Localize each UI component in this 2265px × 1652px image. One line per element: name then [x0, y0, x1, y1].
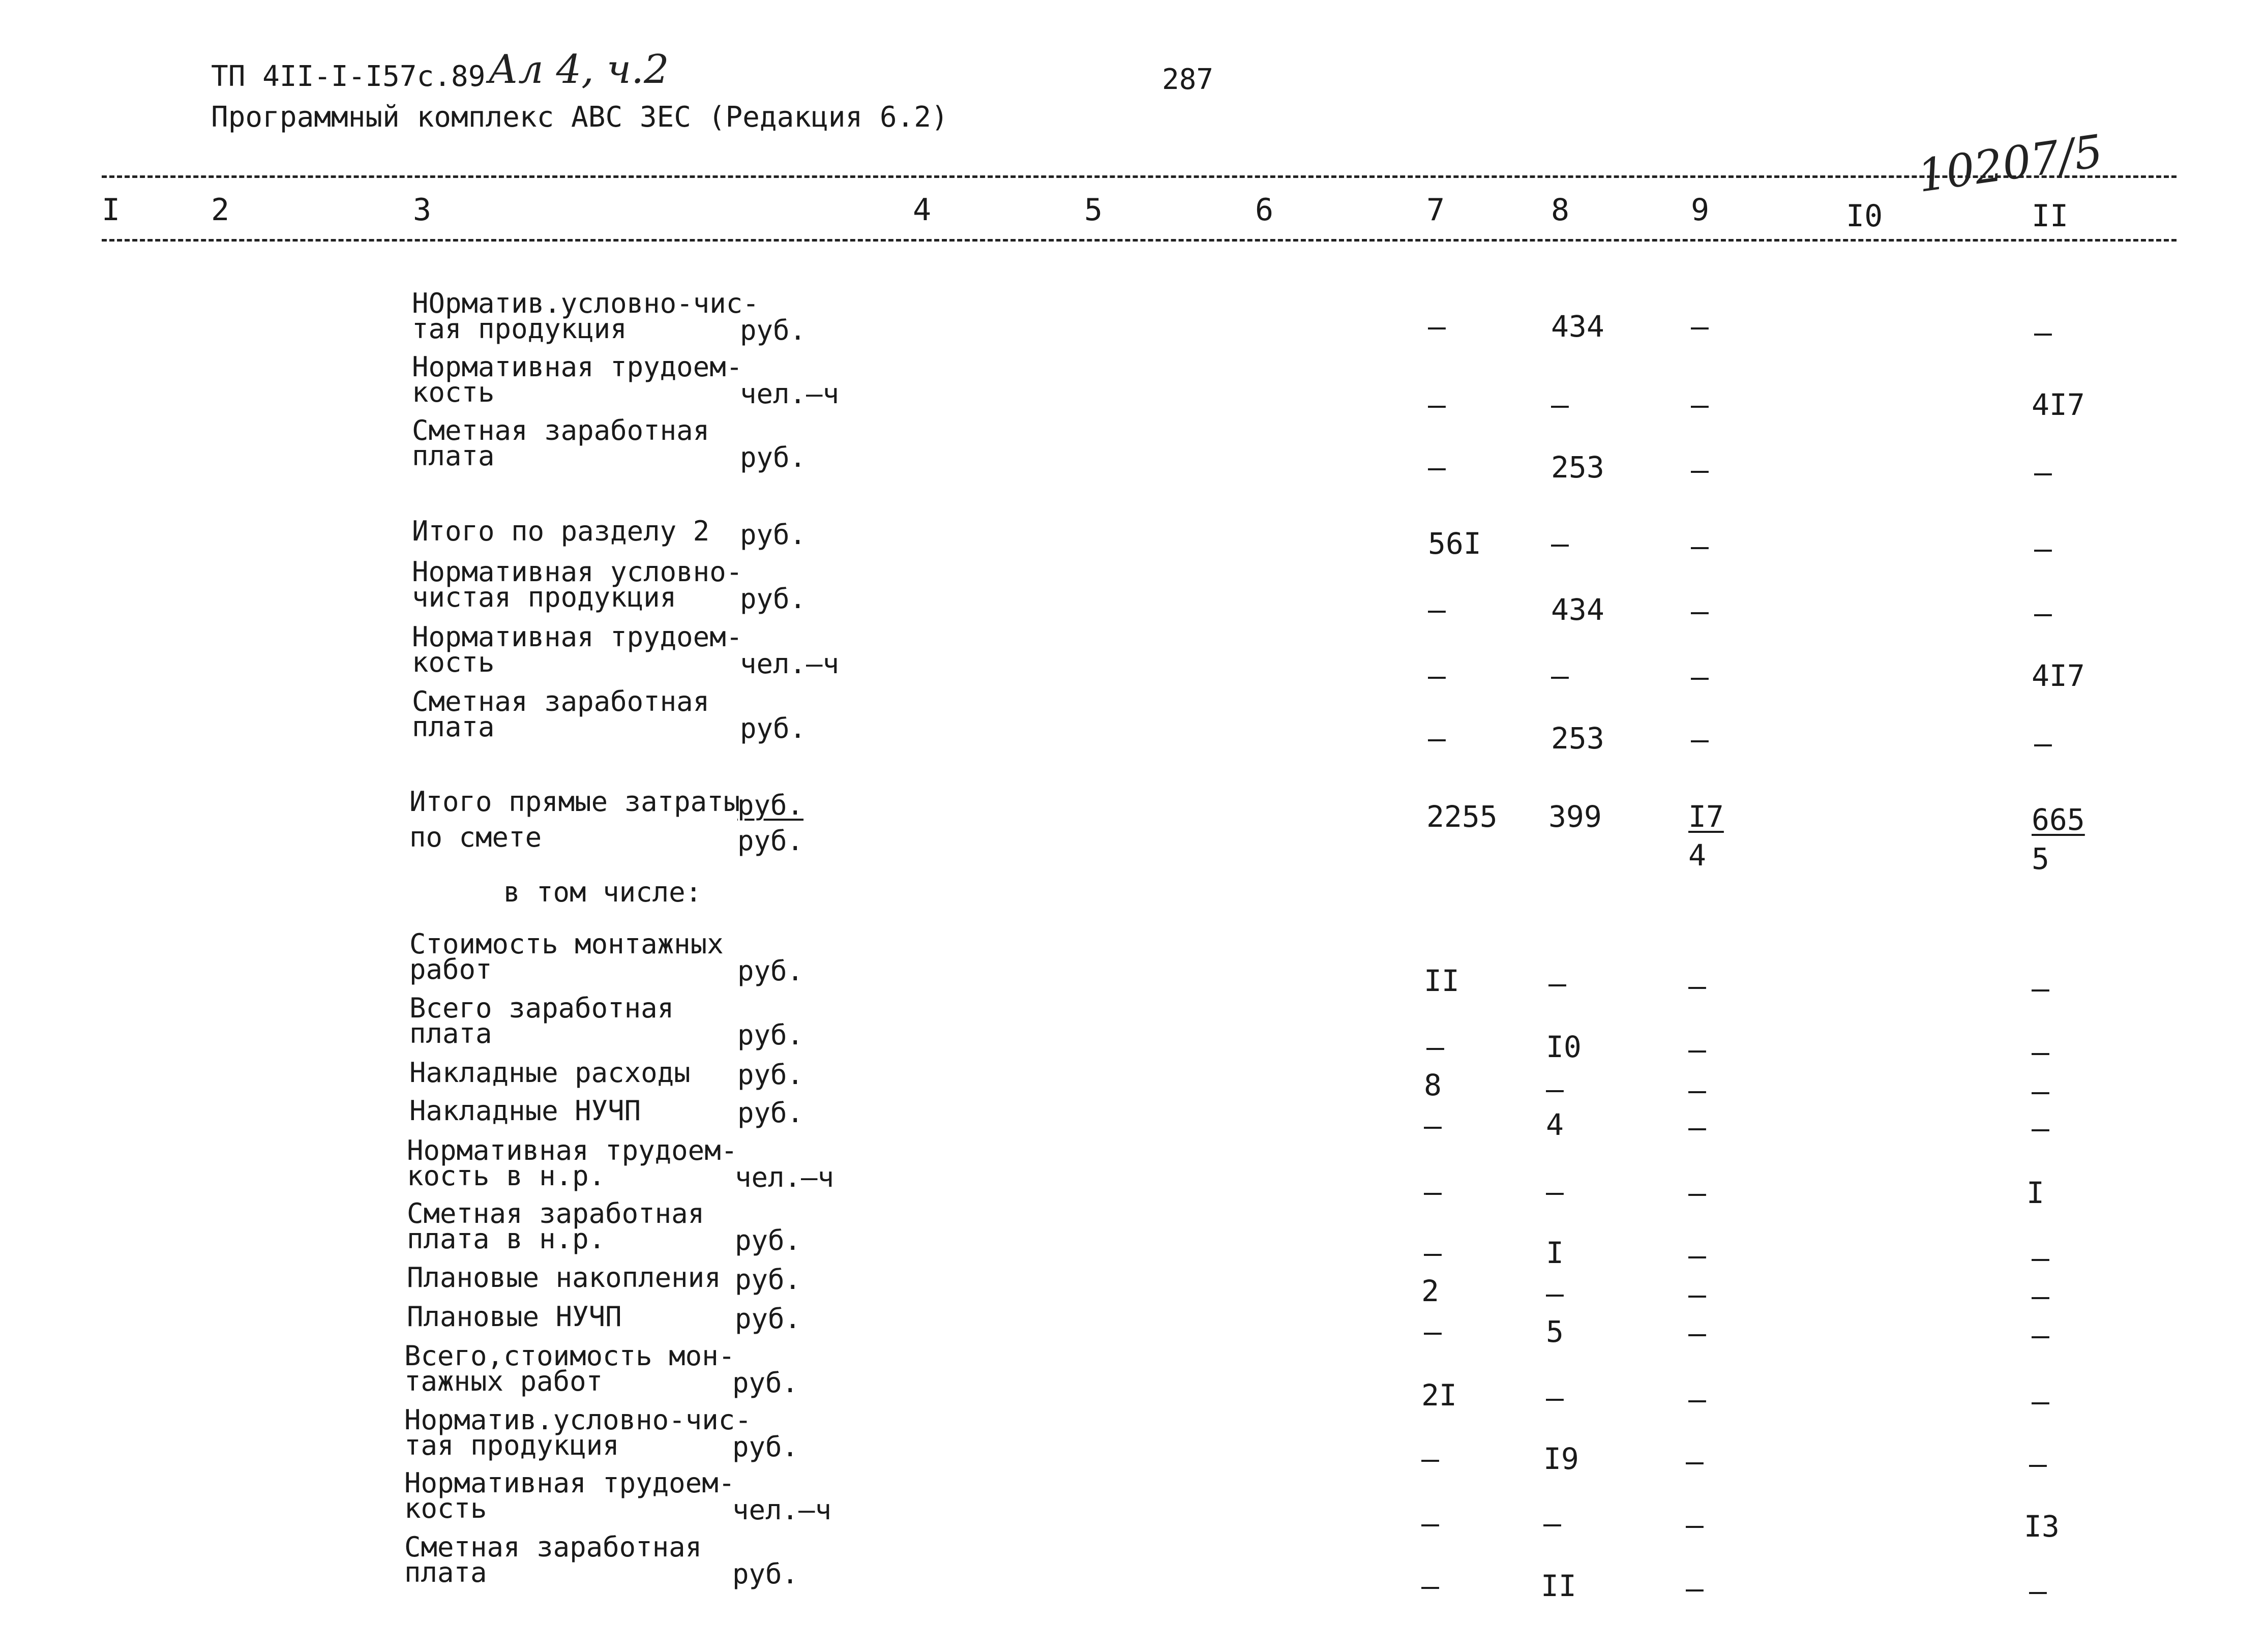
- row-label-line: НОрматив.условно-чис-: [412, 287, 759, 319]
- cell-col11: –: [2029, 1447, 2047, 1481]
- cell-col7: –: [1426, 1030, 1444, 1064]
- cell-col8: 253: [1551, 721, 1604, 756]
- row-unit: руб.: [737, 1019, 804, 1051]
- cell-col7: –: [1424, 1175, 1442, 1209]
- row-label-line: Нормативная трудоем-: [412, 351, 743, 383]
- cell-col11: –: [2034, 531, 2052, 566]
- cell-col8: –: [1546, 1072, 1564, 1106]
- row-label-line: кость в н.р.: [407, 1160, 606, 1192]
- cell-col8: I: [1546, 1236, 1564, 1270]
- row-unit: руб.: [737, 825, 804, 857]
- row-label-line: плата в н.р.: [407, 1223, 606, 1255]
- cell-col7: –: [1428, 592, 1446, 627]
- cell-col9: –: [1691, 309, 1709, 344]
- cell-col9-denominator: 4: [1688, 838, 1706, 873]
- cell-col7: 2255: [1426, 799, 1498, 834]
- row-unit: руб.: [732, 1431, 799, 1463]
- cell-col11-numerator: 665: [2032, 802, 2085, 837]
- cell-col7: –: [1428, 309, 1446, 344]
- page-number: 287: [1162, 63, 1214, 96]
- column-number: 2: [211, 192, 230, 228]
- cell-col7: II: [1424, 964, 1459, 998]
- row-label-line: Сметная заработная: [404, 1531, 702, 1563]
- cell-col11: –: [2034, 315, 2052, 350]
- cell-col9: –: [1691, 529, 1709, 563]
- row-unit: чел.–ч: [732, 1494, 832, 1526]
- cell-col8: –: [1546, 1175, 1564, 1209]
- cell-col8: –: [1546, 1276, 1564, 1311]
- cell-col7: –: [1428, 450, 1446, 485]
- row-unit: руб.: [737, 1059, 804, 1091]
- cell-col7: –: [1424, 1108, 1442, 1143]
- row-unit: руб.: [740, 314, 807, 346]
- cell-col8: 4: [1546, 1107, 1564, 1142]
- column-number: I: [102, 192, 121, 228]
- cell-col9: –: [1688, 969, 1706, 1003]
- row-unit: чел.–ч: [735, 1161, 835, 1193]
- row-unit: руб.: [740, 519, 807, 551]
- cell-col11: I: [2026, 1176, 2044, 1210]
- cell-col7: –: [1424, 1314, 1442, 1349]
- cell-col11: –: [2034, 455, 2052, 490]
- row-label-line: Итого по разделу 2: [412, 515, 710, 547]
- cell-col9: –: [1686, 1444, 1704, 1479]
- cell-col11: –: [2032, 971, 2049, 1006]
- row-unit: руб.: [740, 441, 807, 473]
- row-unit: чел.–ч: [740, 648, 840, 680]
- row-label-line: Нормативная условно-: [412, 556, 743, 588]
- row-unit: руб.: [735, 1224, 801, 1256]
- row-unit: руб.: [740, 583, 807, 615]
- column-number: 4: [913, 192, 932, 228]
- header-top-rule: [102, 175, 2177, 178]
- row-label-line: плата: [404, 1556, 487, 1588]
- row-label-line: тая продукция: [404, 1429, 619, 1461]
- cell-col11: –: [2032, 1074, 2049, 1108]
- column-number: II: [2032, 198, 2069, 234]
- cell-col8: I0: [1546, 1030, 1582, 1064]
- cell-col8: –: [1551, 526, 1569, 561]
- cell-col9: –: [1691, 594, 1709, 628]
- cell-col9: –: [1688, 1073, 1706, 1107]
- row-label-line: Стоимость монтажных: [409, 928, 724, 960]
- cell-col7: –: [1428, 658, 1446, 693]
- cell-col7: –: [1421, 1506, 1439, 1541]
- row-label-line: Всего заработная: [409, 992, 674, 1024]
- row-label-line: Сметная заработная: [407, 1197, 705, 1229]
- cell-col8: 399: [1548, 799, 1602, 834]
- row-label-line: Норматив.условно-чис-: [404, 1404, 752, 1436]
- cell-col9: –: [1691, 387, 1709, 422]
- cell-col9: –: [1688, 1110, 1706, 1145]
- cell-col9: –: [1688, 1032, 1706, 1067]
- cell-col11: –: [2032, 1035, 2049, 1069]
- cell-col11: –: [2034, 596, 2052, 630]
- cell-col11: –: [2029, 1574, 2047, 1608]
- document-subtitle: Программный комплекс АВС ЗЕС (Редакция 6.2): [211, 101, 948, 134]
- row-label-line: плата: [409, 1017, 492, 1049]
- row-label-line: Сметная заработная: [412, 685, 710, 717]
- cell-col9: –: [1686, 1571, 1704, 1606]
- cell-col7: –: [1428, 721, 1446, 756]
- cell-col8: 434: [1551, 592, 1604, 627]
- cell-col11: 4I7: [2032, 658, 2085, 693]
- row-label-line: Нормативная трудоем-: [407, 1134, 738, 1166]
- cell-col7: –: [1428, 387, 1446, 422]
- cell-col9: –: [1691, 722, 1709, 757]
- cell-col8: 5: [1546, 1314, 1564, 1349]
- row-label-line: Итого прямые затраты: [409, 786, 740, 818]
- row-label-line: Нормативная трудоем-: [404, 1467, 735, 1499]
- cell-col9: –: [1688, 1382, 1706, 1417]
- row-label-line: Накладные расходы: [409, 1057, 691, 1089]
- column-number: 9: [1691, 192, 1710, 228]
- row-label-line: Сметная заработная: [412, 414, 710, 446]
- section-subheading: в том числе:: [503, 876, 702, 908]
- cell-col11: –: [2034, 726, 2052, 761]
- row-unit: руб.: [735, 1264, 801, 1296]
- cell-col8: –: [1551, 387, 1569, 422]
- row-label-line: Нормативная трудоем-: [412, 621, 743, 653]
- row-label-line: Накладные НУЧП: [409, 1095, 641, 1127]
- row-label-line: кость: [412, 646, 495, 678]
- cell-col8: –: [1546, 1380, 1564, 1415]
- cell-col9: –: [1688, 1176, 1706, 1210]
- cell-col9: –: [1688, 1238, 1706, 1273]
- cell-col11: –: [2032, 1279, 2049, 1313]
- cell-col11: –: [2032, 1241, 2049, 1275]
- row-unit: руб.: [737, 789, 804, 821]
- row-unit: руб.: [740, 712, 807, 744]
- cell-col7: 56I: [1428, 526, 1481, 561]
- cell-col7: 2I: [1421, 1378, 1457, 1413]
- cell-col11: 4I7: [2032, 387, 2085, 422]
- column-number: 6: [1255, 192, 1274, 228]
- column-number: 7: [1426, 192, 1445, 228]
- row-unit: руб.: [732, 1558, 799, 1590]
- row-unit: руб.: [737, 1097, 804, 1129]
- cell-col11: –: [2032, 1318, 2049, 1353]
- cell-col9: –: [1688, 1316, 1706, 1350]
- cell-col8: –: [1551, 658, 1569, 693]
- row-label-line: работ: [409, 953, 492, 985]
- cell-col8: 434: [1551, 309, 1604, 344]
- row-label-line: по смете: [409, 821, 542, 853]
- row-unit: руб.: [735, 1303, 801, 1335]
- cell-col8: I9: [1543, 1441, 1579, 1476]
- row-label-line: Плановые НУЧП: [407, 1301, 622, 1333]
- header-bottom-rule: [102, 239, 2177, 242]
- corner-annotation: 10207/5: [1914, 125, 2106, 202]
- cell-col11: –: [2032, 1384, 2049, 1419]
- row-label-line: Всего,стоимость мон-: [404, 1340, 735, 1372]
- cell-col8: 253: [1551, 450, 1604, 485]
- cell-col7: –: [1424, 1236, 1442, 1270]
- row-label-line: тажных работ: [404, 1365, 603, 1397]
- row-unit: руб.: [737, 955, 804, 987]
- row-unit: чел.–ч: [740, 378, 840, 410]
- column-number: 5: [1084, 192, 1103, 228]
- cell-col7: 8: [1424, 1068, 1442, 1102]
- cell-col11: –: [2032, 1111, 2049, 1146]
- document-annotation: Ал 4, ч.2: [488, 47, 669, 93]
- cell-col7: 2: [1421, 1274, 1439, 1308]
- column-number: I0: [1846, 198, 1883, 234]
- cell-col9: –: [1691, 659, 1709, 694]
- column-number: 3: [413, 192, 432, 228]
- row-label-line: плата: [412, 711, 495, 743]
- row-label-line: чистая продукция: [412, 581, 677, 613]
- cell-col8: –: [1548, 966, 1566, 1001]
- row-label-line: плата: [412, 440, 495, 472]
- cell-col9-numerator: I7: [1688, 799, 1724, 834]
- document-code: ТП 4II-I-I57с.89: [211, 60, 486, 93]
- cell-col9: –: [1686, 1508, 1704, 1542]
- row-label-line: Плановые накопления: [407, 1261, 721, 1294]
- cell-col8: –: [1543, 1506, 1561, 1541]
- cell-col11: I3: [2024, 1509, 2060, 1544]
- cell-col8: II: [1541, 1569, 1576, 1603]
- row-label-line: кость: [404, 1492, 487, 1524]
- cell-col9: –: [1691, 453, 1709, 487]
- row-label-line: кость: [412, 376, 495, 408]
- row-unit: руб.: [732, 1367, 799, 1399]
- column-number: 8: [1551, 192, 1570, 228]
- row-label-line: тая продукция: [412, 313, 627, 345]
- cell-col7: –: [1421, 1441, 1439, 1476]
- cell-col9: –: [1688, 1277, 1706, 1312]
- cell-col11-denominator: 5: [2032, 842, 2049, 876]
- cell-col7: –: [1421, 1569, 1439, 1603]
